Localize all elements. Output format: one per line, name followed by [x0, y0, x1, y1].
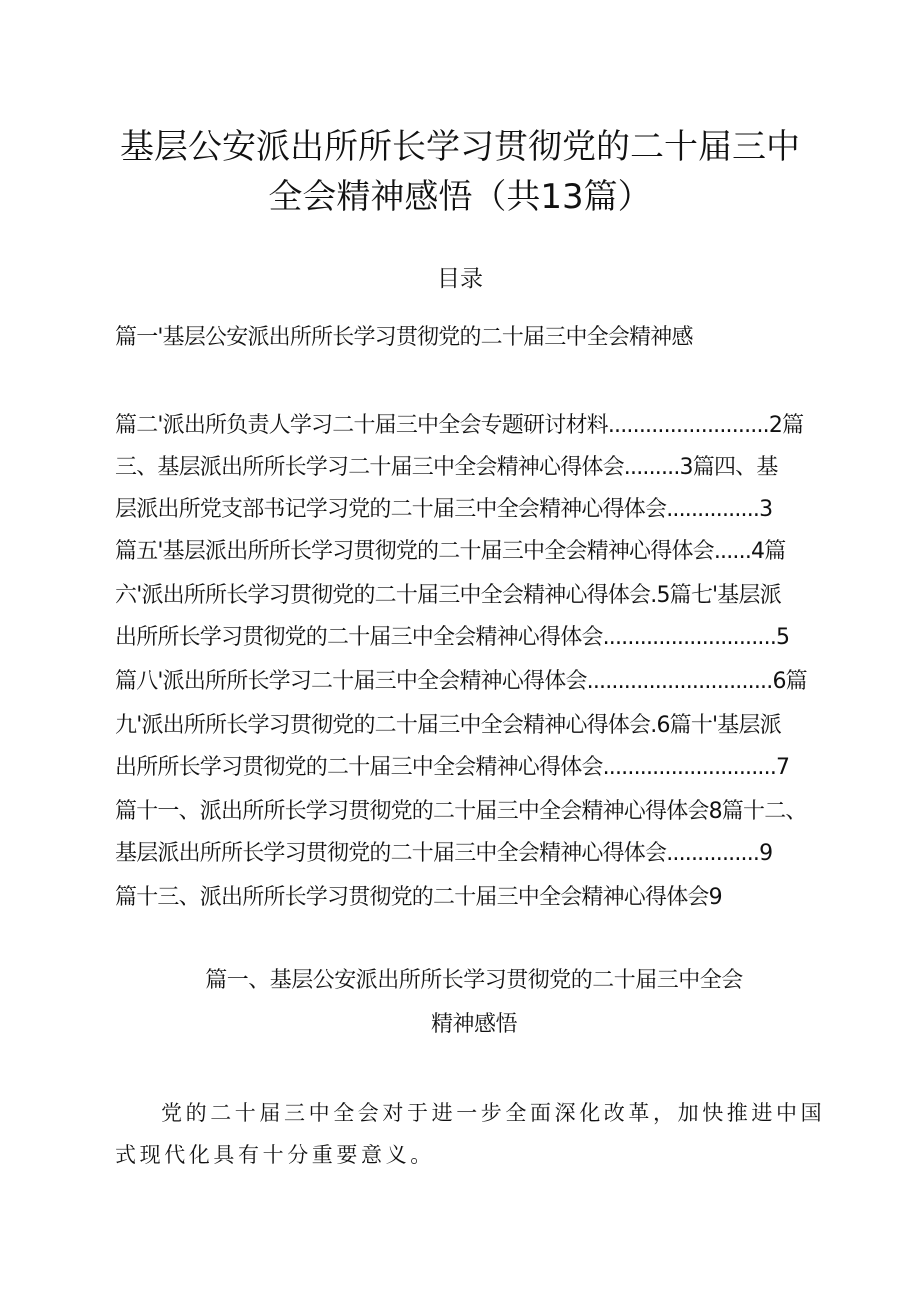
toc-line: 六'派出所所长学习贯彻党的二十届三中全会精神心得体会.5篇七'基层派 [115, 583, 781, 608]
body-paragraph-text: 党的二十届三中全会对于进一步全面深化改革，加快推进中国式现代化具有十分重要意义。 [115, 1101, 826, 1167]
toc-line: 层派出所党支部书记学习党的二十届三中全会精神心得体会...............3 [115, 497, 773, 522]
toc-line: 出所所长学习贯彻党的二十届三中全会精神心得体会............................5 [115, 625, 790, 650]
toc-line: 篇一'基层公安派出所所长学习贯彻党的二十届三中全会精神感 [115, 325, 693, 350]
section-title-line-2: 精神感悟 [430, 1012, 517, 1037]
document-title-line-2: 全会精神感悟（共13篇） [268, 177, 652, 217]
toc-line: 篇十三、派出所所长学习贯彻党的二十届三中全会精神心得体会9 [115, 885, 722, 910]
section-title-line-1: 篇一、基层公安派出所所长学习贯彻党的二十届三中全会 [205, 968, 743, 993]
body-paragraph [115, 1092, 835, 1176]
toc-line: 出所所长学习贯彻党的二十届三中全会精神心得体会............................7 [115, 755, 790, 780]
toc-line: 三、基层派出所所长学习二十届三中全会精神心得体会.........3篇四、基 [115, 455, 778, 480]
toc-heading: 目录 [437, 266, 483, 292]
toc-line: 基层派出所所长学习贯彻党的二十届三中全会精神心得体会...............9 [115, 841, 773, 866]
toc-line: 篇二'派出所负责人学习二十届三中全会专题研讨材料..........................2篇 [115, 413, 804, 438]
toc-line: 篇十一、派出所所长学习贯彻党的二十届三中全会精神心得体会8篇十二、 [115, 799, 807, 824]
toc-line: 篇八'派出所所长学习二十届三中全会精神心得体会..............................6篇 [115, 669, 807, 694]
document-title-line-1: 基层公安派出所所长学习贯彻党的二十届三中 [120, 127, 800, 167]
toc-line: 九'派出所所长学习贯彻党的二十届三中全会精神心得体会.6篇十'基层派 [115, 713, 781, 738]
toc-line: 篇五'基层派出所所长学习贯彻党的二十届三中全会精神心得体会......4篇 [115, 539, 786, 564]
